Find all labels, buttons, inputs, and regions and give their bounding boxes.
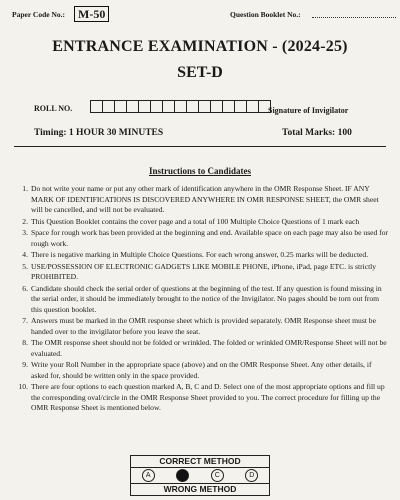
option-bubble-d: D [245, 469, 258, 482]
wrong-method-title: WRONG METHOD [130, 483, 270, 496]
divider [14, 146, 386, 147]
list-item: 2. This Question Booklet contains the cover page and a total of 100 Multiple Choice Questions of 1 mark each [22, 216, 360, 226]
list-item: 9. Write your Roll Number in the appropriate space (above) and on the OMR Response Sheet. Any other details, if asked for, should be written only in the space provided. [22, 360, 372, 380]
timing: Timing: 1 HOUR 30 MINUTES [34, 128, 164, 138]
list-item: 1. Do not write your name or put any other mark of identification anywhere in the OMR Response Sheet. IF ANY MARK OF IDENTIFICATIONS IS DISCOVERED ANYWHERE IN OMR RESPONSE SHEET, the OMR sheet will be cancelled, and will not be evaluated. [22, 184, 379, 214]
roll-number-boxes [90, 100, 270, 113]
total-marks: Total Marks: 100 [282, 128, 352, 138]
instructions-heading: Instructions to Candidates [148, 166, 251, 176]
list-item: 10. There are four options to each question marked A, B, C and D. Select one of the most appropriate options and fill up the corresponding oval/circle in the OMR Response Sheet provided to you. The correct procedure for filling up the OMR Response Sheet is mentioned below. [18, 382, 385, 412]
list-item: 8. The OMR response sheet should not be folded or wrinkled. The folded or wrinkled OMR/Response Sheet will not be evaluated. [22, 338, 387, 358]
list-item: 4. There is negative marking in Multiple Choice Questions. For each wrong answer, 0.25 marks will be deducted. [22, 250, 369, 259]
list-item: 6. Candidate should check the serial order of questions at the beginning of the test. If any question is found missing in the serial order, it should be immediately brought to the notice of the Invigilator. No pages should be torn out from this question booklet. [22, 283, 382, 314]
list-item: 5. USE/POSSESSION OF ELECTRONIC GADGETS LIKE MOBILE PHONE, iPhone, iPad, page ETC. is strictly PROHIBITED. [22, 261, 377, 281]
list-item: 7. Answers must be marked in the OMR response sheet which is provided separately. OMR Response sheet must be handed over to the invigilator before you leave the seat. [22, 316, 376, 336]
option-bubble-filled [176, 469, 189, 482]
correct-method-title: CORRECT METHOD [130, 455, 270, 468]
roll-number-label: ROLL NO. [34, 104, 73, 113]
paper-code-box: M-50 [74, 6, 109, 22]
invigilator-signature-label: Signature of Invigilator [268, 106, 349, 115]
instructions-list [14, 184, 390, 415]
omr-method-box [130, 455, 270, 496]
booklet-number-field [312, 10, 396, 18]
option-bubble-a: A [142, 469, 155, 482]
paper-code-label: Paper Code No.: [12, 10, 65, 19]
list-item: 3. Space for rough work has been provided at the beginning and end. Available space on each page may also be used for rough work. [22, 228, 389, 248]
header-line [12, 6, 388, 22]
correct-method-row [130, 468, 270, 483]
set-label: SET-D [177, 64, 223, 81]
option-bubble-c: C [211, 469, 224, 482]
exam-title: ENTRANCE EXAMINATION - (2024-25) [52, 38, 348, 55]
booklet-number-label: Question Booklet No.: [230, 10, 301, 19]
